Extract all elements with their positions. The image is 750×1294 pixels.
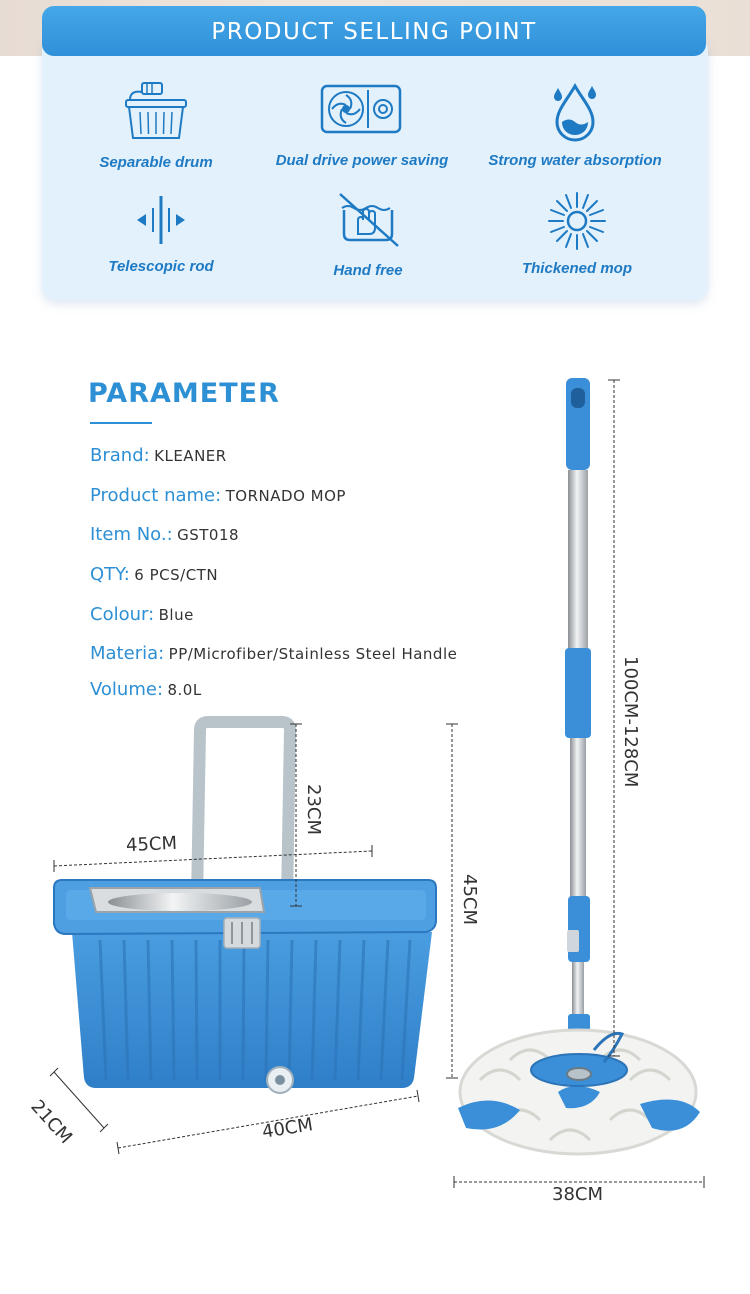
param-label: Product name: [90,485,222,506]
param-value: TORNADO MOP [225,487,346,505]
param-value: PP/Microfiber/Stainless Steel Handle [168,645,458,663]
feature-label: Thickened mop [521,260,633,277]
param-value: GST018 [177,526,240,544]
dim-bucket-depth: 21CM [26,1096,77,1148]
selling-points-title: PRODUCT SELLING POINT [42,6,706,56]
param-label: Brand: [90,445,150,466]
param-label: Colour: [90,604,155,625]
param-label: Volume: [90,679,164,700]
parameter-title: PARAMETER [88,378,280,409]
param-value: KLEANER [154,447,227,465]
dim-mop-width: 38CM [552,1184,604,1205]
dim-bucket-height: 45CM [459,874,480,926]
feature-label: Strong water absorption [488,152,662,169]
feature-label: Dual drive power saving [275,152,449,169]
feature-label: Separable drum [99,154,213,171]
mop-head [458,1030,700,1154]
param-value: Blue [158,606,194,624]
param-value: 8.0L [167,681,202,699]
dim-bucket-width: 45CM [125,832,178,857]
feature-label: Telescopic rod [108,258,214,275]
param-label: QTY: [90,564,130,585]
feature-label: Hand free [333,262,403,279]
dim-mop-length: 100CM-128CM [620,656,641,788]
param-value: 6 PCS/CTN [134,566,219,584]
param-label: Materia: [90,643,165,664]
bucket [54,880,436,1093]
dim-bucket-length: 40CM [260,1114,315,1143]
param-label: Item No.: [90,524,173,545]
mop-handle [565,378,591,1050]
bucket-handle [197,722,290,900]
dim-handle-height: 23CM [303,784,324,836]
